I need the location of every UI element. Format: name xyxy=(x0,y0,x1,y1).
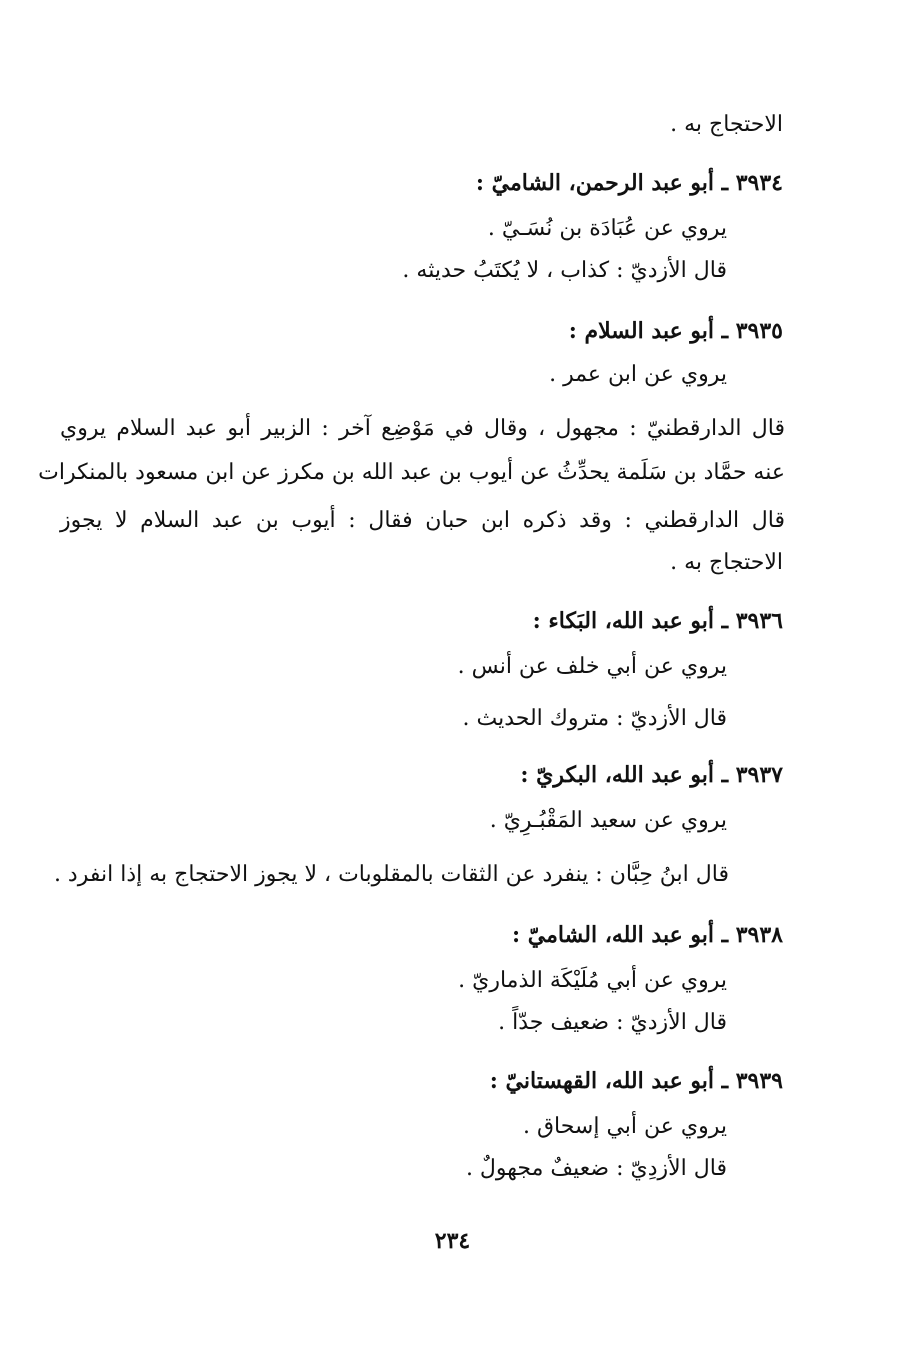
continuation-text: الاحتجاج به . xyxy=(670,112,783,137)
entry-line: يروي عن أبي خلف عن أنس . xyxy=(457,654,727,679)
entry-line: قال الأزديّ : ضعيف جدّاً . xyxy=(498,1010,727,1035)
entry-line: قال الأزديّ : كذاب ، لا يُكتَبُ حديثه . xyxy=(402,258,727,283)
entry-heading: ٣٩٣٥ ـ أبو عبد السلام : xyxy=(568,318,783,344)
entry-heading: ٣٩٣٩ ـ أبو عبد الله، القهستانيّ : xyxy=(489,1068,783,1094)
paragraph-line: قال الدارقطنيّ : مجهول ، وقال في مَوْضِع آخر : الزبير أبو عبد السلام يروي xyxy=(60,416,785,441)
entry-heading: ٣٩٣٧ ـ أبو عبد الله، البكريّ : xyxy=(520,762,783,788)
entry-line: يروي عن ابن عمر . xyxy=(549,362,727,387)
entry-line: قال الأزدِيّ : ضعيفٌ مجهولٌ . xyxy=(465,1156,727,1181)
paragraph-line: عنه حمَّاد بن سَلَمة يحدِّثُ عن أيوب بن عبد الله بن مكرز عن ابن مسعود بالمنكرات xyxy=(38,460,785,485)
entry-line: يروي عن أبي إسحاق . xyxy=(522,1114,727,1139)
page-number: ٢٣٤ xyxy=(434,1228,471,1254)
entry-heading: ٣٩٣٨ ـ أبو عبد الله، الشاميّ : xyxy=(512,922,783,948)
entry-line: قال الأزديّ : متروك الحديث . xyxy=(462,706,727,731)
entry-line: يروي عن سعيد المَقْبُـرِيّ . xyxy=(489,808,727,833)
paragraph-line: الاحتجاج به . xyxy=(670,550,783,575)
entry-line: يروي عن عُبَادَة بن نُسَـيّ . xyxy=(487,216,727,241)
entry-heading: ٣٩٣٦ ـ أبو عبد الله، البَكاء : xyxy=(532,608,783,634)
paragraph-line: قال ابنُ حِبَّان : ينفرد عن الثقات بالمقلوبات ، لا يجوز الاحتجاج به إذا انفرد . xyxy=(53,862,729,887)
entry-line: يروي عن أبي مُلَيْكَة الذماريّ . xyxy=(458,968,727,993)
entry-heading: ٣٩٣٤ ـ أبو عبد الرحمن، الشاميّ : xyxy=(475,170,783,196)
paragraph-line: قال الدارقطني : وقد ذكره ابن حبان فقال : أيوب بن عبد السلام لا يجوز xyxy=(60,508,785,533)
